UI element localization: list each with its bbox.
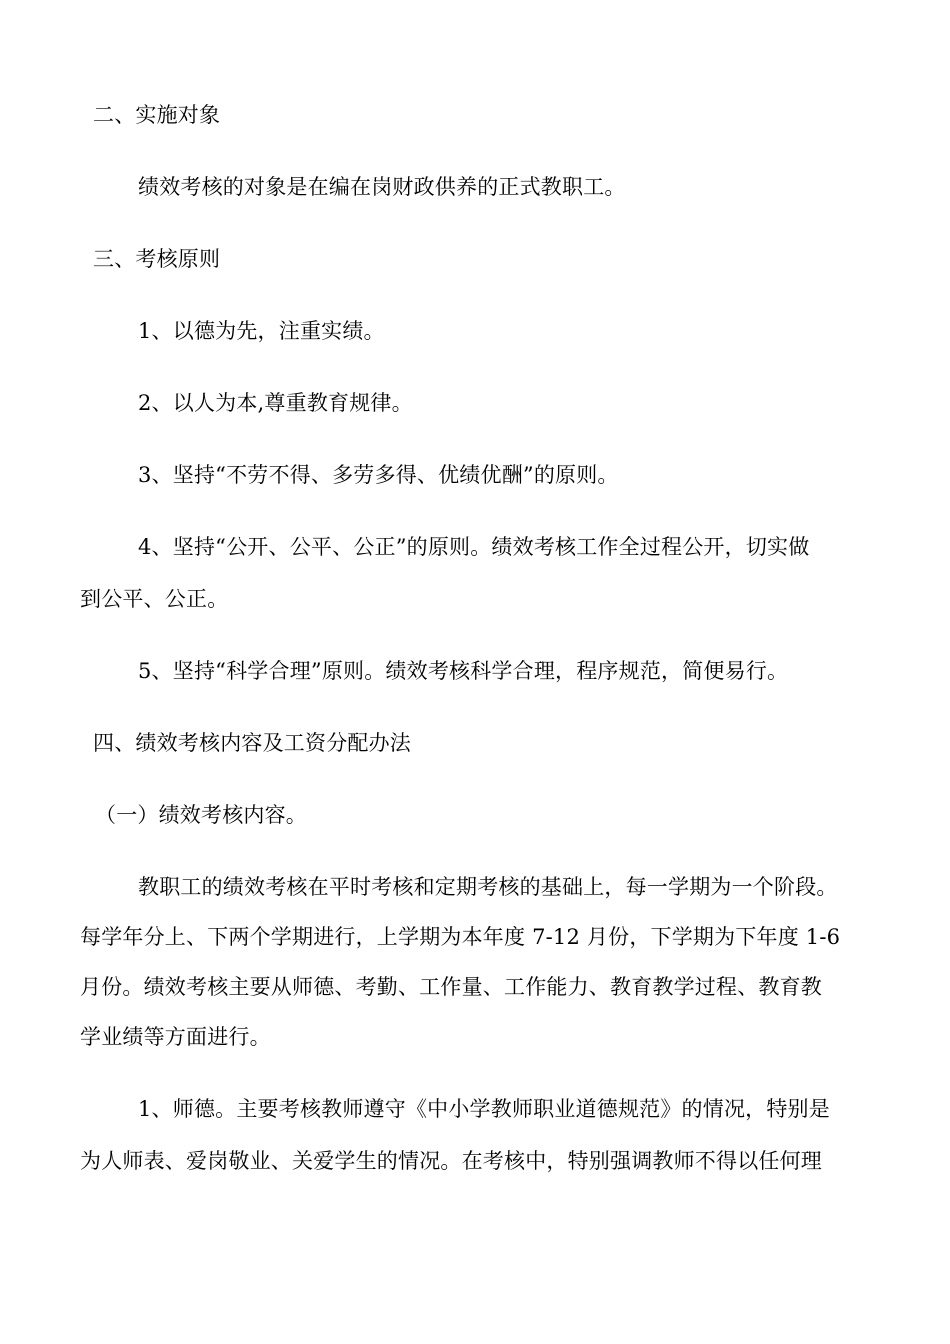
paragraph-content-line-3: 月份。绩效考核主要从师德、考勤、工作量、工作能力、教育教学过程、教育教 [80,975,822,999]
paragraph-target: 绩效考核的对象是在编在岗财政供养的正式教职工。 [138,175,626,199]
paragraph-content-line-4: 学业绩等方面进行。 [80,1025,271,1049]
principle-item-4-continued: 到公平、公正。 [80,587,229,611]
section-heading-content-and-pay: 四、绩效考核内容及工资分配办法 [93,731,411,755]
paragraph-ethics-line-1: 1、师德。主要考核教师遵守《中小学教师职业道德规范》的情况，特别是 [138,1097,830,1121]
subsection-heading-content: （一）绩效考核内容。 [95,803,307,827]
principle-item-5: 5、坚持“科学合理”原则。绩效考核科学合理，程序规范，简便易行。 [138,659,789,683]
paragraph-ethics-line-2: 为人师表、爱岗敬业、关爱学生的情况。在考核中，特别强调教师不得以任何理 [80,1149,822,1173]
principle-item-4: 4、坚持“公开、公平、公正”的原则。绩效考核工作全过程公开，切实做 [138,535,810,559]
principle-item-3: 3、坚持“不劳不得、多劳多得、优绩优酬”的原则。 [138,463,619,487]
section-heading-implementation-target: 二、实施对象 [93,103,221,127]
principle-item-1: 1、以德为先，注重实绩。 [138,319,385,343]
paragraph-content-line-2: 每学年分上、下两个学期进行，上学期为本年度 7-12 月份，下学期为下年度 1-6 [80,925,841,949]
section-heading-principles: 三、考核原则 [93,247,221,271]
paragraph-content-line-1: 教职工的绩效考核在平时考核和定期考核的基础上，每一学期为一个阶段。 [138,875,838,899]
principle-item-2: 2、以人为本,尊重教育规律。 [138,391,413,415]
